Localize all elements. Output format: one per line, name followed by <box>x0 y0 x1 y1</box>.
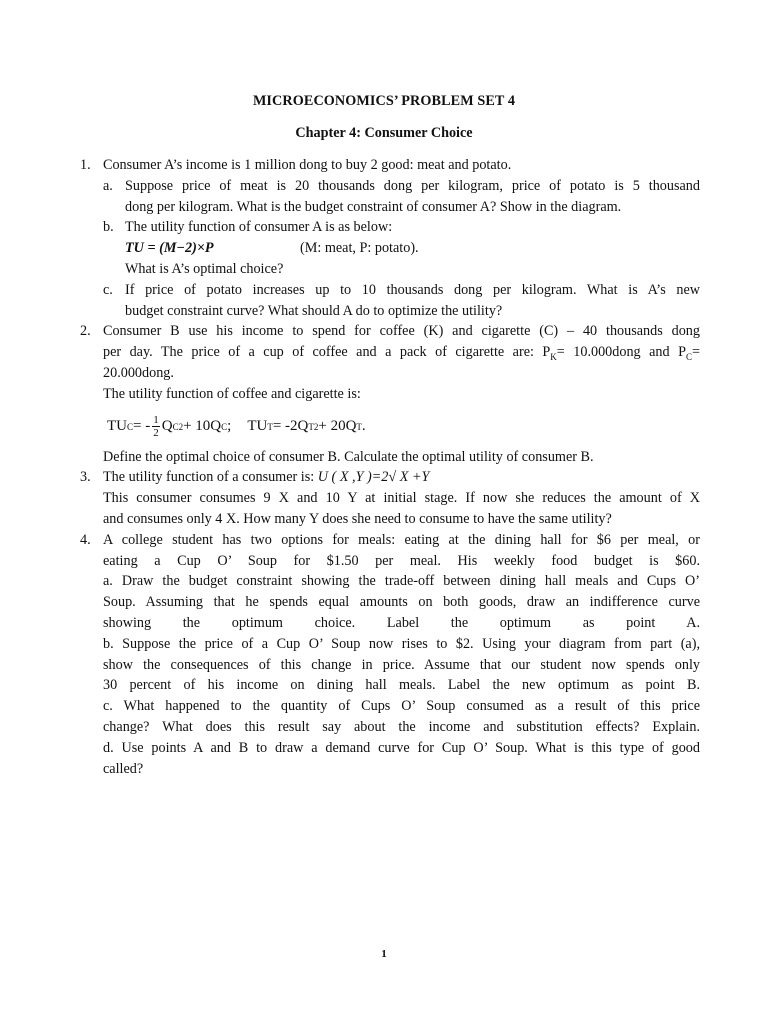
price-text: = <box>691 344 700 361</box>
equation-text: TU <box>107 418 127 435</box>
price-subscript: K <box>550 352 557 362</box>
question-text-line: change? What does this result say about the income and substitution effects? Explain. <box>103 718 700 735</box>
equation-text: + 10Q <box>183 418 222 435</box>
equation-text: + 20Q <box>318 418 357 435</box>
sub-text-line: What is A’s optimal choice? <box>125 260 284 277</box>
question-text-line: b. Suppose the price of a Cup O’ Soup now rises to $2. Using your diagram from part (a), <box>103 635 700 652</box>
problem-list <box>80 155 700 779</box>
question-text: Consumer A’s income is 1 million dong to buy 2 good: meat and potato. <box>103 157 512 173</box>
question-text-line: d. Use points A and B to draw a demand curve for Cup O’ Soup. What is this type of good <box>103 739 700 756</box>
sub-letter: a. <box>103 177 113 194</box>
question-text: The utility function of a consumer is: <box>103 469 318 486</box>
question-text-line: eating a Cup O’ Soup for $1.50 per meal. His weekly food budget is $60. <box>103 552 700 569</box>
equation-text: ; <box>227 418 232 435</box>
question-text-line: This consumer consumes 9 X and 10 Y at initial stage. If now she reduces the amount of X <box>103 490 700 507</box>
price-text: per day. The price of a cup of coffee and a pack of cigarette are: P <box>103 344 551 361</box>
question-text-line: Define the optimal choice of consumer B. Calculate the optimal utility of consumer B. <box>103 448 594 465</box>
question-number: 1. <box>80 157 91 173</box>
sub-text-line: budget constraint curve? What should A do to optimize the utility? <box>125 302 503 319</box>
question-text-line: called? <box>103 760 144 777</box>
price-text: = 10.000dong and P <box>556 344 686 361</box>
utility-formula: U ( X ,Y )=2√ X +Y <box>317 469 430 486</box>
question-1a <box>103 176 700 218</box>
question-text-line: and consumes only 4 X. How many Y does she need to consume to have the same utility? <box>103 510 612 527</box>
question-text-line <box>103 342 700 363</box>
question-1c <box>103 280 700 322</box>
question-1 <box>80 155 700 321</box>
question-3 <box>80 467 700 529</box>
utility-formula-row <box>125 238 700 259</box>
page-number: 1 <box>381 948 387 960</box>
document-title: MICROECONOMICS’ PROBLEM SET 4 <box>252 93 516 109</box>
sub-text-line: If price of potato increases up to 10 thousands dong per kilogram. What is A’s new <box>125 281 700 298</box>
question-2 <box>80 321 700 467</box>
question-text-line: 30 percent of his income on dining hall meals. Label the new optimum as point B. <box>103 677 700 694</box>
question-number: 4. <box>80 531 91 548</box>
question-number: 2. <box>80 323 91 340</box>
formula-note: (M: meat, P: potato). <box>300 240 419 257</box>
utility-equations: TU C = - $\frac{1}{2}$ Q C 2 + 10Q C ; TU T = -2Q T 2 + 20Q T . <box>107 414 366 440</box>
question-text-line: c. What happened to the quantity of Cups O’ Soup consumed as a result of this price <box>103 698 700 715</box>
question-text-line: The utility function of coffee and cigarette is: <box>103 385 361 402</box>
fraction-numerator: 1 <box>153 414 159 427</box>
equation-text: = - <box>133 418 151 435</box>
question-text-line: A college student has two options for meals: eating at the dining hall for $6 per meal, or <box>103 531 700 548</box>
chapter-heading: Chapter 4: Consumer Choice <box>295 125 473 141</box>
question-number: 3. <box>80 469 91 486</box>
equation-text: TU <box>247 418 268 435</box>
question-text-line: a. Draw the budget constraint showing the trade-off between dining hall meals and Cups O’ <box>103 573 700 590</box>
sub-text-line: Suppose price of meat is 20 thousands dong per kilogram, price of potato is 5 thousand <box>125 177 700 194</box>
sub-letter: b. <box>103 219 114 236</box>
equation-text: = -2Q <box>272 418 309 435</box>
question-text-line <box>103 467 700 488</box>
question-4 <box>80 530 700 780</box>
fraction-denominator: 2 <box>153 427 159 440</box>
question-text-line: showing the optimum choice. Label the optimum as point A. <box>103 614 700 631</box>
sub-letter: c. <box>103 281 113 298</box>
price-subscript: C <box>685 352 692 362</box>
question-1b <box>103 217 700 279</box>
question-text-line: 20.000dong. <box>103 364 174 381</box>
sub-text-line: dong per kilogram. What is the budget constraint of consumer A? Show in the diagram. <box>125 198 622 215</box>
question-text-line: show the consequences of this change in price. Assume that our student now spends only <box>103 656 700 673</box>
question-text-line: Soup. Assuming that he spends equal amounts on both goods, draw an indifference curve <box>103 594 700 611</box>
fraction <box>152 414 160 439</box>
equation-text: Q <box>161 418 173 435</box>
sub-text-line: The utility function of consumer A is as below: <box>125 219 393 236</box>
question-text-line: Consumer B use his income to spend for coffee (K) and cigarette (C) – 40 thousands dong <box>103 323 700 340</box>
utility-formula: TU = (M−2)×P <box>125 240 214 257</box>
equation-text: . <box>361 418 366 435</box>
